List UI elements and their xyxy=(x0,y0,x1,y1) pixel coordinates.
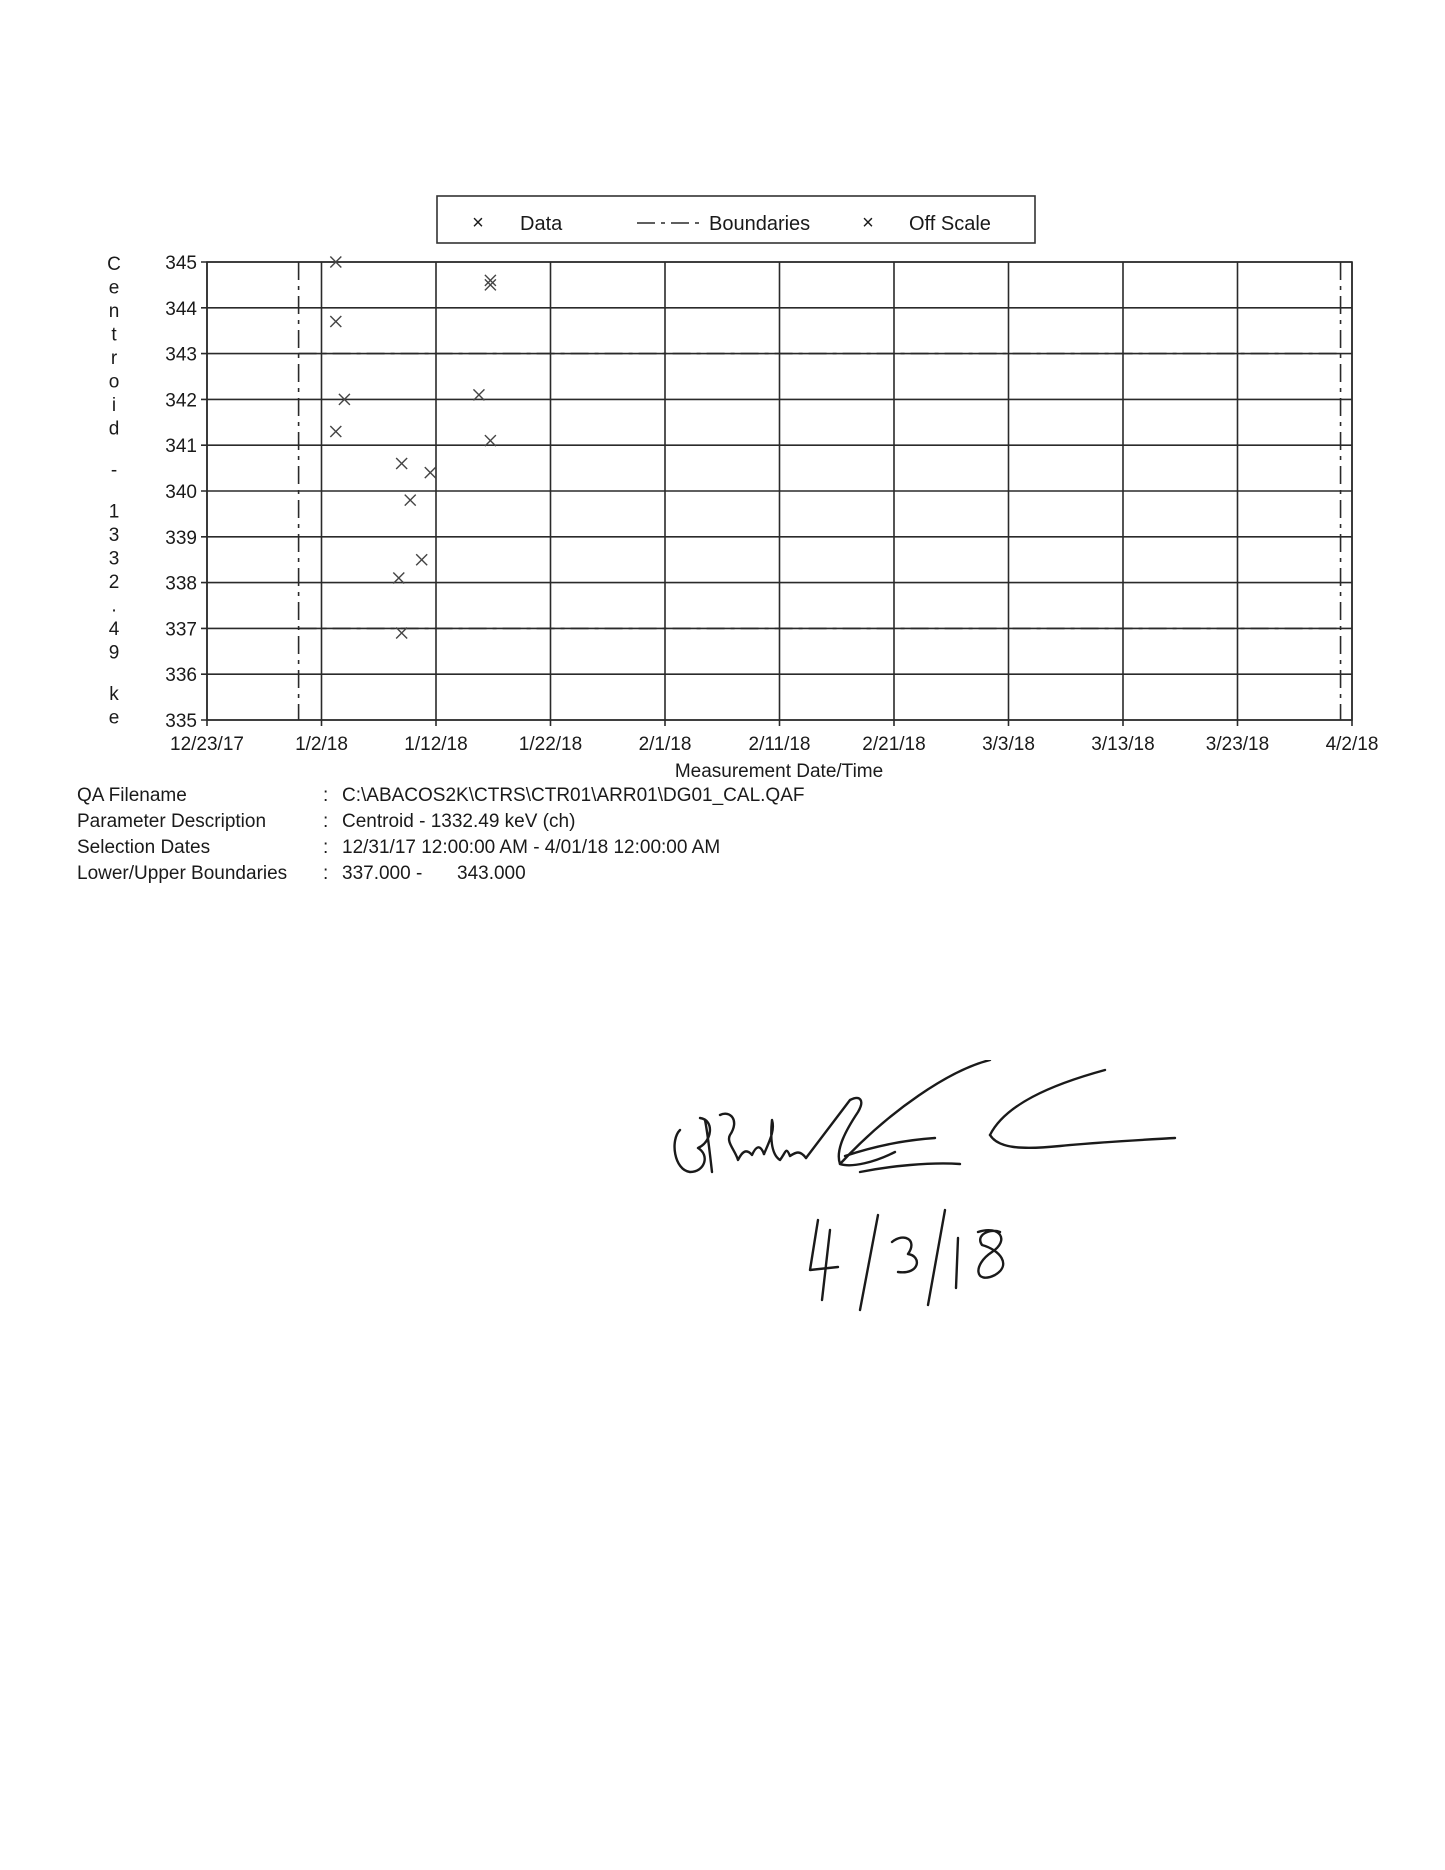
upper-boundary-value: 343.000 xyxy=(457,863,526,884)
y-axis-label-char: 3 xyxy=(108,548,120,570)
y-tick-label: 339 xyxy=(165,527,197,549)
x-tick-label: 3/3/18 xyxy=(982,734,1035,755)
y-axis-label-char: r xyxy=(110,348,118,369)
y-axis-label-char: C xyxy=(107,254,121,275)
x-tick-label: 1/22/18 xyxy=(518,734,583,755)
y-axis-label-char: n xyxy=(108,301,120,322)
data-point xyxy=(330,426,341,437)
x-tick-label: 12/23/17 xyxy=(170,734,244,755)
y-axis-label-char: t xyxy=(111,324,117,346)
legend-label: Data xyxy=(520,213,563,235)
handwritten-signature xyxy=(660,1060,1220,1360)
chart-figure xyxy=(0,0,1445,800)
y-axis-label-char: - xyxy=(110,460,118,481)
data-point xyxy=(405,495,416,506)
y-axis-label-char: 2 xyxy=(108,572,120,593)
y-tick-label: 340 xyxy=(165,482,197,503)
chart-legend xyxy=(437,196,1035,243)
y-tick-label: 338 xyxy=(165,573,197,595)
y-tick-label: 335 xyxy=(165,711,197,732)
chart-points xyxy=(330,257,496,639)
x-tick-label: 3/23/18 xyxy=(1205,734,1270,755)
legend-marker: × xyxy=(862,212,874,234)
y-axis-label-char: . xyxy=(111,595,117,617)
qa-filename-value: C:\ABACOS2K\CTRS\CTR01\ARR01\DG01_CAL.QAF xyxy=(342,785,805,806)
x-tick-label: 1/2/18 xyxy=(295,734,348,755)
y-axis-label-char: 9 xyxy=(108,642,120,664)
y-axis-label-char: e xyxy=(108,707,120,729)
y-tick-label: 344 xyxy=(165,298,197,320)
parameter-description-value: Centroid - 1332.49 keV (ch) xyxy=(342,811,576,832)
chart-grid xyxy=(201,262,1352,726)
x-axis-label: Measurement Date/Time xyxy=(674,761,884,782)
y-tick-label: 342 xyxy=(165,390,197,412)
separator: : xyxy=(323,863,329,884)
y-axis-label-char: 1 xyxy=(108,501,120,523)
selection-dates-value: 12/31/17 12:00:00 AM - 4/01/18 12:00:00 AM xyxy=(342,837,721,858)
qa-filename-label: QA Filename xyxy=(77,785,187,806)
data-point xyxy=(396,458,407,469)
x-tick-label: 2/1/18 xyxy=(638,734,692,755)
y-tick-label: 337 xyxy=(165,619,197,641)
y-axis-label-char: 3 xyxy=(108,525,120,546)
y-tick-label: 341 xyxy=(165,436,197,458)
x-tick-label: 2/21/18 xyxy=(862,734,926,755)
lower-boundary-value: 337.000 - xyxy=(342,863,423,884)
separator: : xyxy=(323,811,329,832)
y-axis-label-char: e xyxy=(108,277,120,299)
legend-label: Off Scale xyxy=(909,213,991,235)
legend-label: Boundaries xyxy=(709,213,811,235)
x-tick-label: 4/2/18 xyxy=(1325,734,1379,755)
y-axis-label-char: i xyxy=(111,395,117,416)
separator: : xyxy=(323,785,329,806)
x-tick-label: 2/11/18 xyxy=(748,734,811,755)
x-tick-label: 3/13/18 xyxy=(1091,734,1155,755)
legend-marker: × xyxy=(472,212,484,234)
x-tick-labels xyxy=(170,734,1378,755)
data-point xyxy=(425,467,436,478)
data-point xyxy=(330,316,341,327)
x-tick-label: 1/12/18 xyxy=(404,734,468,755)
y-axis-label-char: 4 xyxy=(108,619,120,640)
y-axis-label-char: d xyxy=(108,418,120,440)
y-axis-label-char: o xyxy=(108,371,120,393)
y-tick-label: 345 xyxy=(165,253,197,274)
y-tick-labels xyxy=(165,253,197,732)
data-point xyxy=(416,554,427,565)
boundaries-label: Lower/Upper Boundaries xyxy=(77,863,288,884)
separator: : xyxy=(323,837,329,858)
y-tick-label: 343 xyxy=(165,344,197,366)
y-tick-label: 336 xyxy=(165,665,197,687)
y-axis-label xyxy=(107,254,121,729)
parameter-description-label: Parameter Description xyxy=(77,811,267,832)
y-axis-label-char: k xyxy=(109,684,119,705)
selection-dates-label: Selection Dates xyxy=(77,837,211,858)
